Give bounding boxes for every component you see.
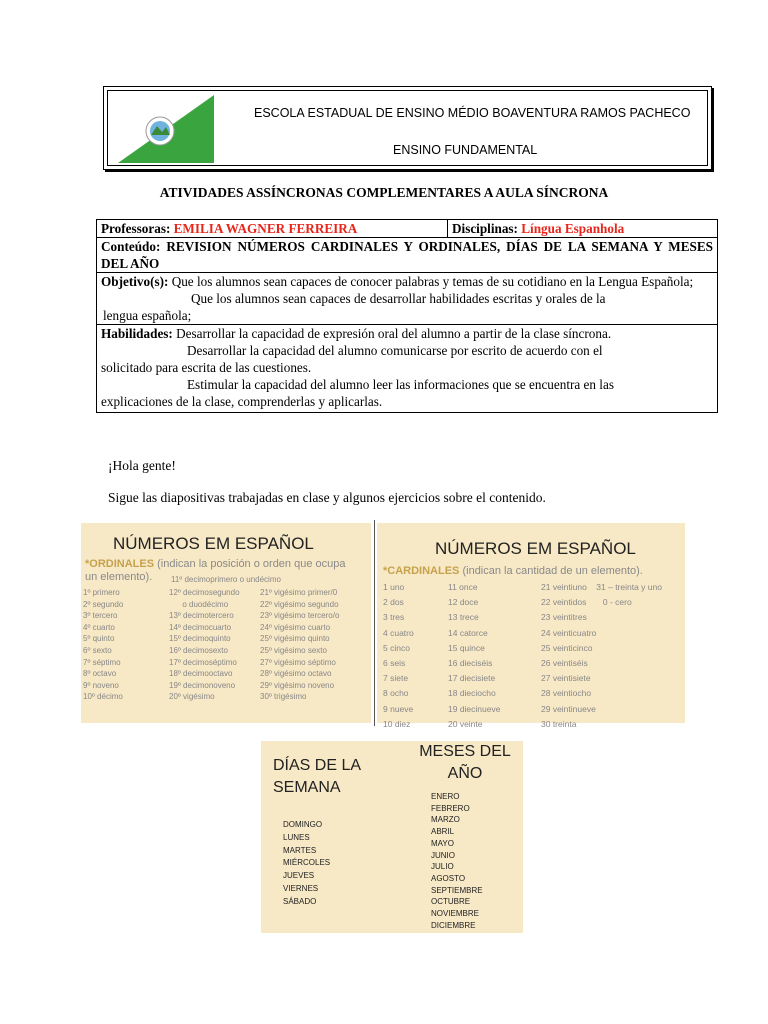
skill-2a: Desarrollar la capacidad del alumno comunicarse por escrito de acuerdo con el — [187, 343, 603, 358]
cardinal-col-2: 11 once 12 doce 13 trece 14 catorce 15 quince 16 dieciséis 17 diecisiete 18 dieciocho 19 diecinueve 20 veinte — [448, 582, 501, 729]
teacher-label: Professoras: — [101, 221, 171, 236]
slide-title: NÚMEROS EM ESPAÑOL — [435, 539, 636, 558]
ordinal-col-3: 21º vigésimo primer/0 22º vigésimo segundo 23º vigésimo tercero/o 24º vigésimo cuarto 25º vigésimo quinto 25º vigésimo sexto 27º vigésimo séptimo 28º vigésimo octavo 29º vigésimo noveno 30º trigésimo — [260, 588, 340, 702]
content-label: Conteúdo: — [101, 239, 161, 254]
table-row-teacher — [97, 220, 718, 238]
greeting: ¡Hola gente! — [108, 458, 176, 473]
intro-text: Sigue las diapositivas trabajadas en clase y algunos ejercicios sobre el contenido. — [108, 490, 546, 505]
school-logo — [116, 93, 216, 165]
dias-title: DÍAS DE LA SEMANA — [273, 757, 362, 796]
ordinal-col-head: 11º decimoprimero o undécimo — [171, 575, 281, 584]
school-level: ENSINO FUNDAMENTAL — [393, 143, 538, 157]
subtitle-text-b: un elemento). — [85, 571, 153, 583]
subtitle-highlight: *CARDINALES — [383, 565, 460, 577]
objective-label: Objetivo(s): — [101, 274, 169, 289]
slide-dias-meses — [261, 741, 523, 933]
subject-name: Língua Espanhola — [521, 221, 625, 236]
subtitle-text-a: (indican la posición o orden que ocupa — [157, 558, 346, 570]
slide-ordinales — [81, 523, 371, 723]
school-header-inner — [107, 90, 708, 166]
objective-2a: Que los alumnos sean capaces de desarrollar habilidades escritas y orales de la — [191, 291, 606, 306]
subject-cell — [448, 220, 718, 238]
ordinal-col-1: 1º primero 2º segundo 3º tercero 4º cuarto 5º quinto 6º sexto 7º séptimo 8º octavo 9º noveno 10º décimo — [83, 588, 124, 702]
content-cell — [97, 238, 718, 273]
cardinal-col-3: 21 veintiuno 31 – treinta y uno 22 veintidos 0 - cero 23 veintitres 24 veinticuatro 25 veinticinco 26 veintiséis 27 veintisiete 28 veintiocho 29 veintinueve 30 treinta — [541, 582, 662, 729]
table-row-objective — [97, 273, 718, 325]
skill-3a: Estimular la capacidad del alumno leer las informaciones que se encuentra en las — [187, 377, 614, 392]
objective-2b: lengua española; — [103, 308, 192, 323]
skills-label: Habilidades: — [101, 326, 173, 341]
info-table — [96, 219, 718, 413]
teacher-name: EMILIA WAGNER FERREIRA — [173, 221, 358, 236]
skills-cell — [97, 325, 718, 413]
dias-list: DOMINGO LUNES MARTES MIÉRCOLES JUEVES VIERNES SÁBADO — [283, 820, 331, 906]
slide-subtitle — [383, 565, 643, 578]
content-text: REVISION NÚMEROS CARDINALES Y ORDINALES, DÍAS DE LA SEMANA Y MESES DEL AÑO — [101, 239, 713, 271]
school-name: ESCOLA ESTADUAL DE ENSINO MÉDIO BOAVENTURA RAMOS PACHECO — [254, 106, 691, 120]
subtitle-highlight: *ORDINALES — [85, 558, 155, 570]
ordinal-col-2: 12º decimosegundo o duodécimo 13º decimotercero 14º decimocuarto 15º decimoquinto 16º decimosexto 17º decimoséptimo 18º decimooctavo 19º decimonoveno 20º vigésimo — [169, 588, 240, 702]
skill-3b: explicaciones de la clase, comprenderlas y aplicarlas. — [101, 394, 383, 409]
skill-1: Desarrollar la capacidad de expresión oral del alumno a partir de la clase síncrona. — [176, 326, 612, 341]
subtitle-text: (indican la cantidad de un elemento). — [462, 565, 643, 577]
subject-label: Disciplinas: — [452, 221, 518, 236]
page-title: ATIVIDADES ASSÍNCRONAS COMPLEMENTARES A AULA SÍNCRONA — [159, 185, 609, 200]
cardinal-col-1: 1 uno 2 dos 3 tres 4 cuatro 5 cinco 6 seis 7 siete 8 ocho 9 nueve 10 diez — [383, 582, 414, 729]
table-row-skills — [97, 325, 718, 413]
objective-1: Que los alumnos sean capaces de conocer palabras y temas de su cotidiano en la Lengua Española; — [171, 274, 694, 289]
objective-cell — [97, 273, 718, 325]
slide-title: NÚMEROS EM ESPAÑOL — [113, 534, 314, 553]
slide-cardinales — [377, 523, 685, 729]
school-header — [103, 86, 712, 170]
slide-divider — [374, 520, 375, 726]
teacher-cell — [97, 220, 448, 238]
table-row-content — [97, 238, 718, 273]
meses-list: ENERO FEBRERO MARZO ABRIL MAYO JUNIO JULIO AGOSTO SEPTIEMBRE OCTUBRE NOVIEMBRE DICIEMBRE — [431, 792, 483, 930]
skill-2b: solicitado para escrita de las cuestiones. — [101, 360, 312, 375]
meses-title: MESES DEL AÑO — [419, 743, 511, 782]
